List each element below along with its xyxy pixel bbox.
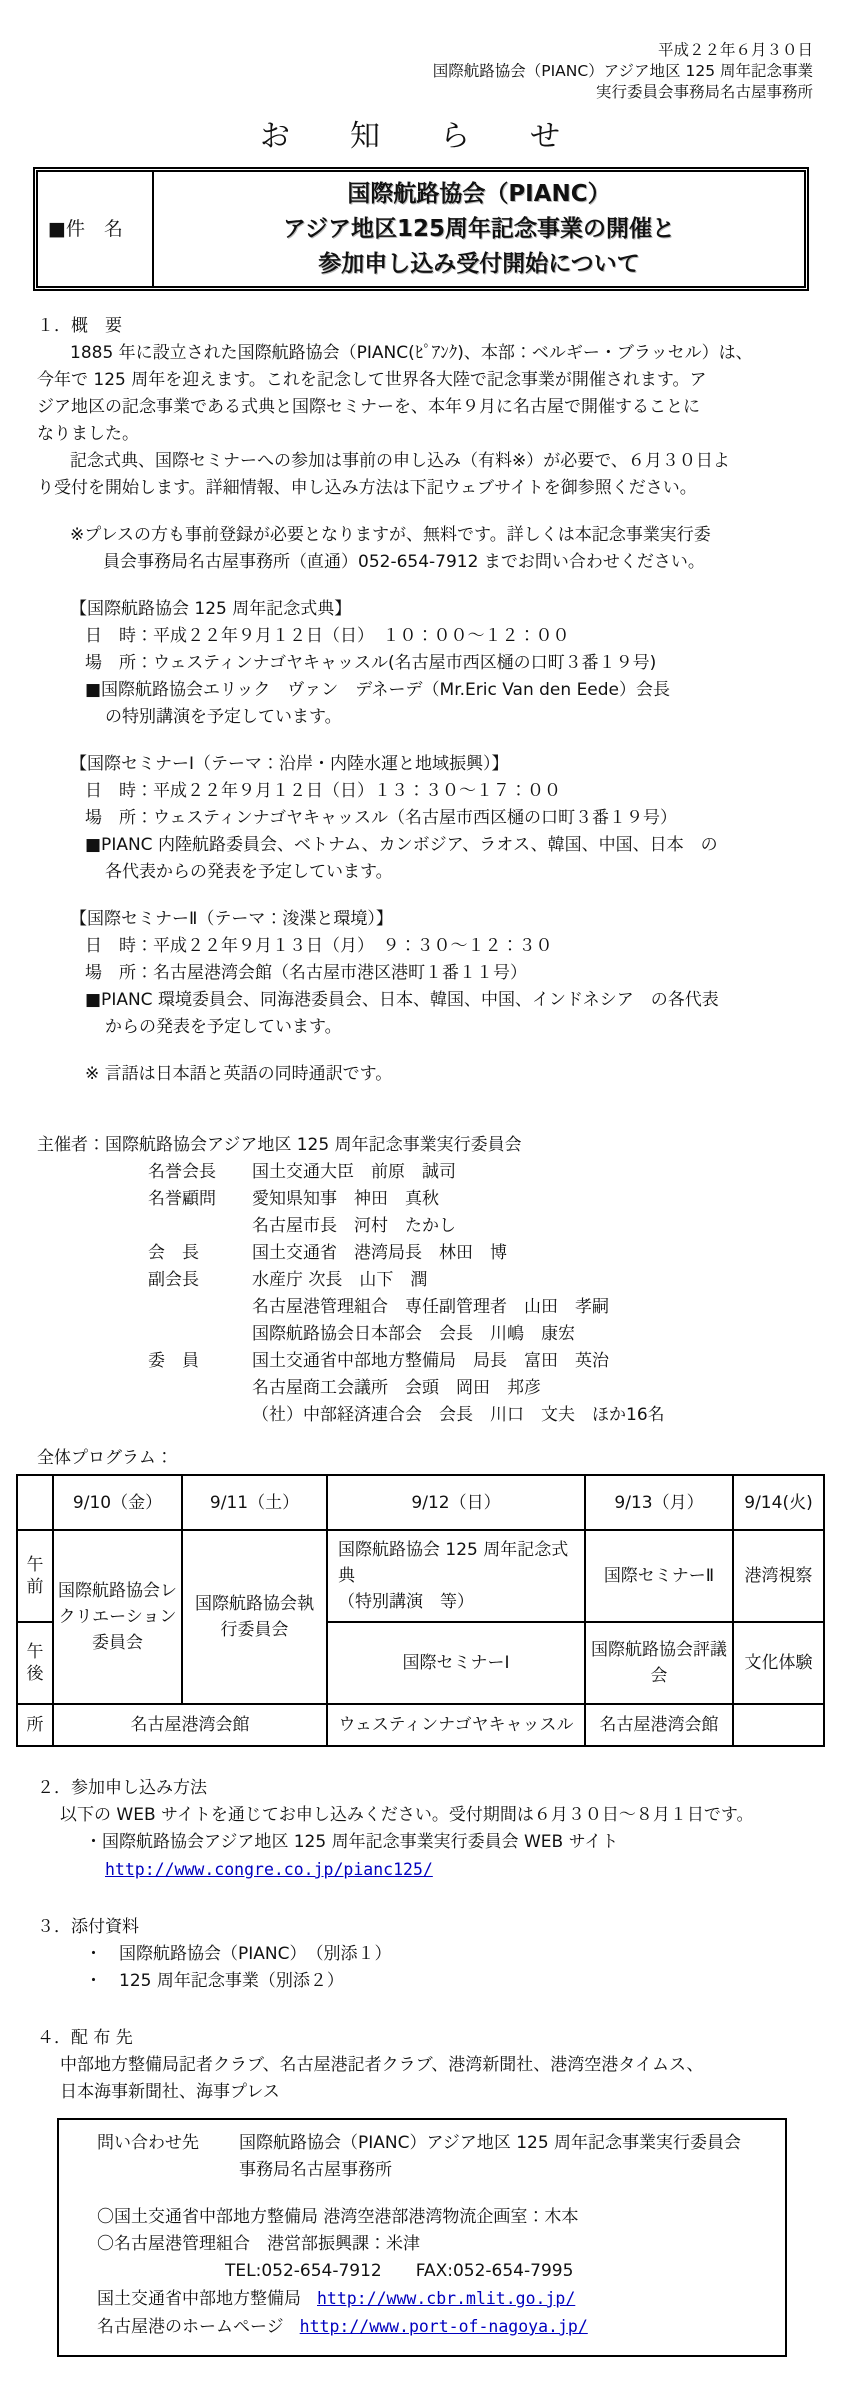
overview-line: なりました。	[37, 424, 139, 444]
organizer-role: 委 員	[148, 1351, 199, 1371]
program-cell-fri: 国際航路協会レクリエーション委員会	[53, 1530, 182, 1704]
apply-heading: ２．参加申し込み方法	[37, 1778, 207, 1798]
apply-bullet: ・国際航路協会アジア地区 125 周年記念事業実行委員会 WEB サイト	[85, 1832, 619, 1852]
seminar1-block	[70, 751, 813, 886]
organizer-role: 会 長	[148, 1243, 199, 1263]
seminar1-note-line-2: 各代表からの発表を予定しています。	[105, 862, 393, 882]
organizer-row	[37, 1159, 813, 1186]
overview-line: 今年で 125 周年を迎えます。これを記念して世界各大陸で記念事業が開催されます。ア	[37, 370, 707, 390]
organizer-row	[37, 1321, 813, 1348]
attachments-section	[37, 1914, 813, 1995]
program-day-fri: 9/10（金）	[53, 1475, 182, 1530]
organizer-role	[148, 1294, 252, 1321]
organizer-role	[148, 1375, 252, 1402]
contact-label-spacer	[97, 2157, 239, 2184]
distribution-heading: ４．配 布 先	[37, 2028, 133, 2048]
distribution-section	[37, 2025, 813, 2106]
organizer-row	[37, 1375, 813, 1402]
seminar1-title: 【国際セミナーⅠ（テーマ：沿岸・内陸水運と地域振興）】	[70, 754, 509, 774]
contact-item-2: 〇名古屋港管理組合 港営部振興課：米津	[97, 2234, 420, 2254]
program-cell-sun-pm: 国際セミナーⅠ	[327, 1622, 585, 1704]
apply-section	[37, 1775, 813, 1884]
seminar2-block	[70, 906, 813, 1041]
overview-line: 1885 年に設立された国際航路協会（PIANC(ﾋﾟｱﾝｸ)、本部：ベルギー・ブラッセル）は、	[70, 343, 753, 363]
ceremony-title: 【国際航路協会 125 周年記念式典】	[70, 599, 352, 619]
contact-link2[interactable]: http://www.port-of-nagoya.jp/	[299, 2317, 588, 2336]
contact-org-row	[97, 2130, 767, 2157]
ceremony-place: 場 所：ウェスティンナゴヤキャッスル(名古屋市西区樋の口町３番１９号)	[85, 653, 657, 673]
overview-line: り受付を開始します。詳細情報、申し込み方法は下記ウェブサイトを御参照ください。	[37, 478, 697, 498]
overview-heading: １．概 要	[37, 316, 122, 336]
press-note-line-1: ※プレスの方も事前登録が必要となりますが、無料です。詳しくは本記念事業実行委	[70, 525, 711, 545]
program-label: 全体プログラム：	[37, 1448, 173, 1468]
organizer-role: 名誉顧問	[148, 1189, 216, 1209]
seminar2-datetime: 日 時：平成２２年９月１３日（月） ９：３０～１２：３０	[85, 936, 553, 956]
program-place-sun: ウェスティンナゴヤキャッスル	[327, 1704, 585, 1746]
press-note-line-2: 員会事務局名古屋事務所（直通）052-654-7912 までお問い合わせください。	[103, 552, 705, 572]
contact-org-line-1: 国際航路協会（PIANC）アジア地区 125 周年記念事業実行委員会	[239, 2133, 742, 2153]
contact-link2-label: 名古屋港のホームページ	[97, 2317, 284, 2337]
organizer-role: 副会長	[148, 1270, 199, 1290]
attachment-item-1: ・ 国際航路協会（PIANC） （別添１）	[85, 1944, 392, 1964]
organizer-role: 名誉会長	[148, 1162, 216, 1182]
ceremony-block	[70, 596, 813, 731]
contact-label: 問い合わせ先	[97, 2133, 199, 2153]
header-org-line-1: 国際航路協会（PIANC）アジア地区 125 周年記念事業	[432, 62, 813, 80]
organizer-name: （社）中部経済連合会 会長 川口 文夫 ほか16名	[252, 1405, 665, 1425]
program-cell-tue-pm: 文化体験	[733, 1622, 824, 1704]
organizer-row	[37, 1294, 813, 1321]
organizer-row	[37, 1186, 813, 1213]
contact-box	[57, 2118, 787, 2357]
contact-items	[97, 2204, 767, 2341]
page-title: お 知 ら せ	[260, 119, 575, 154]
program-place-frisat: 名古屋港湾会館	[53, 1704, 327, 1746]
organizer-name: 名古屋港管理組合 専任副管理者 山田 孝嗣	[252, 1297, 609, 1317]
organizer-row	[37, 1267, 813, 1294]
subject-title-line-3: 参加申し込み受付開始について	[318, 250, 640, 277]
organizer-row	[37, 1213, 813, 1240]
subject-title	[154, 172, 804, 286]
apply-line: 以下の WEB サイトを通じてお申し込みください。受付期間は６月３０日～８月１日です。	[60, 1805, 754, 1825]
organizer-name: 国土交通省 港湾局長 林田 博	[252, 1243, 507, 1263]
apply-link-row	[105, 1856, 813, 1884]
organizer-name: 国土交通省中部地方整備局 局長 富田 英治	[252, 1351, 609, 1371]
program-place-mon: 名古屋港湾会館	[585, 1704, 733, 1746]
distribution-line-2: 日本海事新聞社、海事プレス	[60, 2082, 280, 2102]
ceremony-note-line-1: ■国際航路協会エリック ヴァン デネーデ（Mr.Eric Van den Eede）会長	[85, 680, 671, 700]
program-row-label-pm: 午後	[17, 1622, 53, 1704]
ceremony-datetime: 日 時：平成２２年９月１２日（日） １０：００～１２：００	[85, 626, 570, 646]
organizer-name: 国際航路協会日本部会 会長 川嶋 康宏	[252, 1324, 575, 1344]
header-org-line-2: 実行委員会事務局名古屋事務所	[595, 83, 813, 101]
seminar1-place: 場 所：ウェスティンナゴヤキャッスル（名古屋市西区樋の口町３番１９号）	[85, 808, 677, 828]
seminar1-datetime: 日 時：平成２２年９月１２日（日）１３：３０～１７：００	[85, 781, 561, 801]
contact-item-1: 〇国土交通省中部地方整備局 港湾空港部港湾物流企画室：木本	[97, 2207, 579, 2227]
organizer-role	[148, 1402, 252, 1429]
program-am-row	[17, 1530, 824, 1622]
organizer-name: 名古屋商工会議所 会頭 岡田 邦彦	[252, 1378, 541, 1398]
organizer-role	[148, 1213, 252, 1240]
contact-link1-label: 国土交通省中部地方整備局	[97, 2289, 301, 2309]
program-place-row	[17, 1704, 824, 1746]
organizer-role	[148, 1321, 252, 1348]
seminar2-title: 【国際セミナーⅡ（テーマ：浚渫と環境）】	[70, 909, 393, 929]
attachments-heading: ３．添付資料	[37, 1917, 139, 1937]
organizer-name: 愛知県知事 神田 真秋	[252, 1189, 439, 1209]
program-cell-mon-pm: 国際航路協会評議会	[585, 1622, 733, 1704]
contact-tel-fax: TEL:052-654-7912 FAX:052-654-7995	[225, 2261, 574, 2281]
program-cell-sun-am-line-1: 国際航路協会 125 周年記念式典	[338, 1540, 569, 1586]
document-header	[37, 40, 813, 103]
seminar2-note-line-2: からの発表を予定しています。	[105, 1017, 342, 1037]
seminar2-note-line-1: ■PIANC 環境委員会、同海港委員会、日本、韓国、中国、インドネシア の各代表	[85, 990, 719, 1010]
program-row-label-place: 所	[17, 1704, 53, 1746]
program-row-label-am: 午前	[17, 1530, 53, 1622]
program-cell-sun-am-line-2: （特別講演 等）	[338, 1592, 474, 1612]
organizer-section	[37, 1132, 813, 1429]
contact-link1[interactable]: http://www.cbr.mlit.go.jp/	[317, 2289, 576, 2308]
program-place-tue	[733, 1704, 824, 1746]
subject-box	[33, 167, 809, 291]
contact-org-line-2: 事務局名古屋事務所	[239, 2160, 392, 2180]
attachment-item-2: ・ 125 周年記念事業（別添２）	[85, 1971, 344, 1991]
language-note: ※ 言語は日本語と英語の同時通訳です。	[85, 1064, 393, 1084]
organizer-name: 水産庁 次長 山下 潤	[252, 1270, 428, 1290]
organizer-row	[37, 1402, 813, 1429]
program-table	[16, 1474, 825, 1747]
contact-org-row-2	[97, 2157, 767, 2184]
overview-line: 記念式典、国際セミナーへの参加は事前の申し込み（有料※）が必要で、６月３０日よ	[70, 451, 730, 471]
program-cell-sun-am	[327, 1530, 585, 1622]
program-day-sun: 9/12（日）	[327, 1475, 585, 1530]
header-date: 平成２２年６月３０日	[657, 41, 813, 59]
program-day-mon: 9/13（月）	[585, 1475, 733, 1530]
program-day-sat: 9/11（土）	[182, 1475, 327, 1530]
program-corner-cell	[17, 1475, 53, 1530]
program-header-row	[17, 1475, 824, 1530]
subject-title-line-1: 国際航路協会（PIANC）	[347, 180, 611, 207]
seminar2-place: 場 所：名古屋港湾会館（名古屋市港区港町１番１１号）	[85, 963, 527, 983]
organizer-heading: 主催者：国際航路協会アジア地区 125 周年記念事業実行委員会	[37, 1135, 522, 1155]
program-cell-tue-am: 港湾視察	[733, 1530, 824, 1622]
apply-link[interactable]: http://www.congre.co.jp/pianc125/	[105, 1860, 433, 1879]
organizer-name: 名古屋市長 河村 たかし	[252, 1216, 456, 1236]
seminar1-note-line-1: ■PIANC 内陸航路委員会、ベトナム、カンボジア、ラオス、韓国、中国、日本 の	[85, 835, 718, 855]
program-day-tue: 9/14(火)	[733, 1475, 824, 1530]
program-cell-mon-am: 国際セミナーⅡ	[585, 1530, 733, 1622]
organizer-row	[37, 1348, 813, 1375]
subject-title-line-2: アジア地区125周年記念事業の開催と	[282, 215, 676, 242]
contact-link-row-1	[97, 2285, 767, 2313]
ceremony-note-line-2: の特別講演を予定しています。	[105, 707, 342, 727]
program-cell-sat: 国際航路協会執行委員会	[182, 1530, 327, 1704]
overview-line: ジア地区の記念事業である式典と国際セミナーを、本年９月に名古屋で開催することに	[37, 397, 700, 417]
organizer-name: 国土交通大臣 前原 誠司	[252, 1162, 456, 1182]
contact-link-row-2	[97, 2313, 767, 2341]
distribution-line-1: 中部地方整備局記者クラブ、名古屋港記者クラブ、港湾新聞社、港湾空港タイムス、	[60, 2055, 704, 2075]
organizer-row	[37, 1240, 813, 1267]
subject-label: ■件 名	[38, 172, 154, 286]
